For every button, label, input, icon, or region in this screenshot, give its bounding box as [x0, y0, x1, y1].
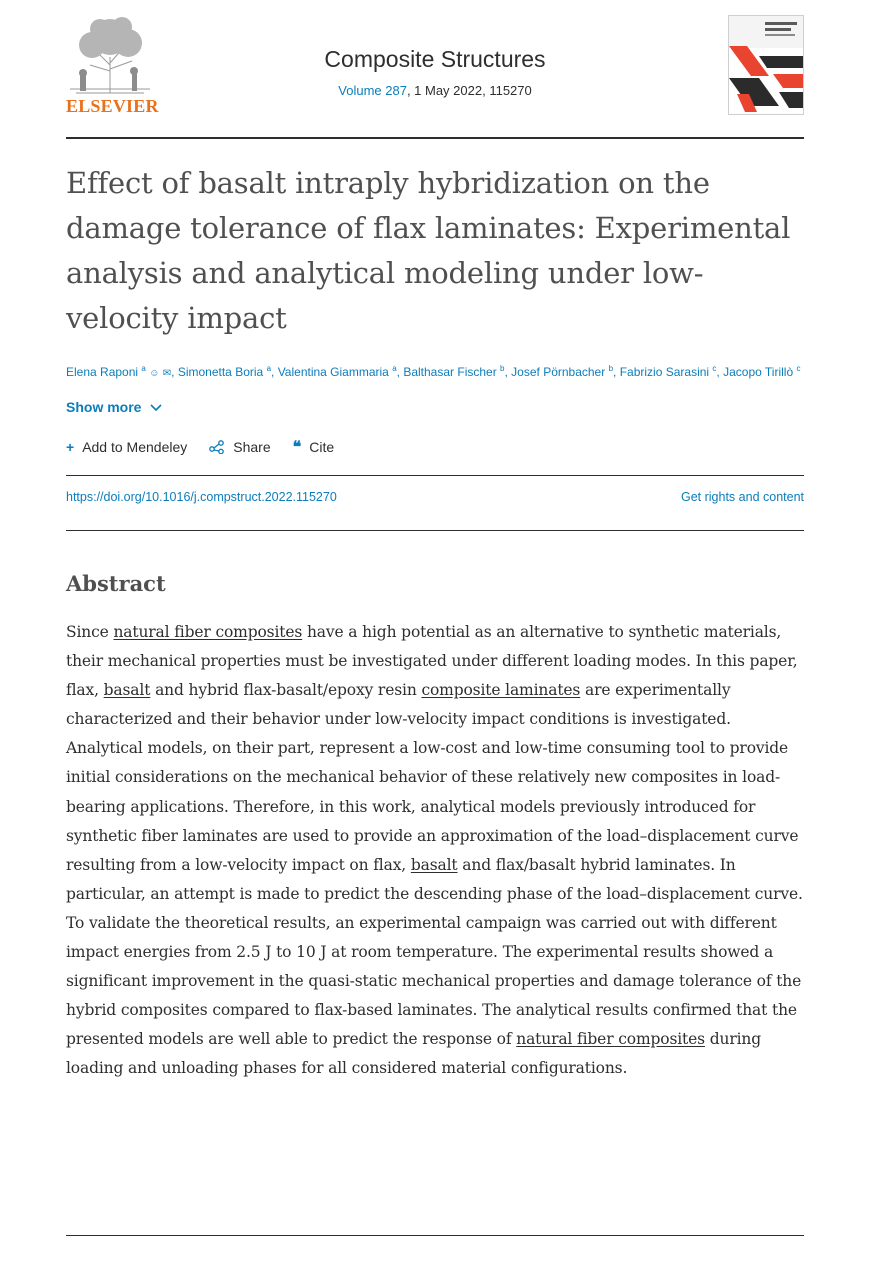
topic-link[interactable]: basalt [103, 681, 151, 700]
doi-bottom-divider [66, 530, 804, 531]
journal-title[interactable]: Composite Structures [324, 46, 546, 72]
journal-issue [66, 83, 804, 98]
journal-info [66, 46, 804, 98]
author-link[interactable]: Elena Raponi $^a$ [66, 364, 146, 379]
article-page [66, 0, 804, 1084]
author-link[interactable]: Jacopo Tirillò $^c$ [723, 364, 801, 379]
journal-cover[interactable] [728, 15, 804, 115]
cite-label: Cite [309, 439, 335, 455]
header-divider [66, 137, 804, 139]
elsevier-wordmark[interactable]: ELSEVIER [66, 96, 159, 116]
author-link[interactable]: Josef Pörnbacher $^b$ [511, 364, 614, 379]
abstract-heading: Abstract [66, 571, 166, 596]
doi-link[interactable]: https://doi.org/10.1016/j.compstruct.2022.115270 [66, 490, 337, 504]
volume-link[interactable]: Volume 287 [338, 83, 407, 98]
abstract-body: Since natural fiber composites have a high potential as an alternative to synthetic materials, their mechanical properties must be investigated under different loading modes. In this paper, flax, basalt and hybrid flax-basalt/epoxy resin composite laminates are experimentally characterized and their behavior under low-velocity impact conditions is investigated. Analytical models, on their part, represent a low-cost and low-time consuming tool to provide initial considerations on the mechanical behavior of these relatively new composites in load-bearing applications. Therefore, in this work, analytical models previously introduced for synthetic fiber laminates are used to provide an approximation of the load–displacement curve resulting from a low-velocity impact on flax, basalt and flax/basalt hybrid laminates. In particular, an attempt is made to predict the descending phase of the load–displacement curve. To validate the theoretical results, an experimental campaign was carried out with different impact energies from 2.5 J to 10 J at room temperature. The experimental results showed a significant improvement in the quasi-static mechanical properties and damage tolerance of the hybrid composites compared to flax-based laminates. The analytical results confirmed that the presented models are well able to predict the response of natural fiber composites during loading and unloading phases for all considered material configurations. [66, 623, 803, 1078]
chevron-down-icon [149, 403, 163, 413]
share-button[interactable] [209, 437, 270, 457]
author-list: Elena Raponi $^a$ ☺ ✉, Simonetta Boria $^a$, Valentina Giammaria $^a$, Balthasar Fischer $^b$, Josef Pörnbacher $^b$, Fabrizio Sarasini $^c$, Jacopo Tirillò $^c$ [66, 364, 801, 379]
topic-link[interactable]: composite laminates [421, 681, 581, 700]
topic-link[interactable]: natural fiber composites [113, 623, 303, 641]
doi-row [66, 476, 804, 518]
rights-link[interactable]: Get rights and content [681, 490, 804, 504]
article-actions [66, 437, 804, 457]
plus-icon: + [66, 439, 75, 455]
show-more-button[interactable] [66, 399, 163, 415]
abstract-bottom-divider [66, 1235, 804, 1236]
share-label: Share [233, 439, 271, 455]
author-link[interactable]: Balthasar Fischer $^b$ [403, 364, 505, 379]
journal-header [66, 0, 804, 137]
cite-button[interactable] [293, 437, 335, 457]
topic-link[interactable]: natural fiber composites [516, 1030, 705, 1049]
quote-icon: ❝ [292, 439, 302, 456]
mendeley-label: Add to Mendeley [82, 439, 188, 455]
mail-icon[interactable]: ✉ [162, 368, 172, 379]
issue-date: , 1 May 2022, 115270 [406, 83, 532, 98]
topic-link[interactable]: basalt [410, 855, 458, 874]
article-title: Effect of basalt intraply hybridization on the damage tolerance of flax laminates: Experimental analysis and analytical modeling under low-velocity impact [66, 166, 791, 335]
share-icon [209, 440, 225, 454]
person-icon[interactable]: ☺ [149, 368, 160, 379]
author-link[interactable]: Simonetta Boria $^a$ [177, 364, 272, 379]
add-to-mendeley-button[interactable] [66, 437, 187, 457]
show-more-label: Show more [66, 399, 142, 415]
author-link[interactable]: Fabrizio Sarasini $^c$ [619, 364, 717, 379]
author-link[interactable]: Valentina Giammaria $^a$ [277, 364, 397, 379]
